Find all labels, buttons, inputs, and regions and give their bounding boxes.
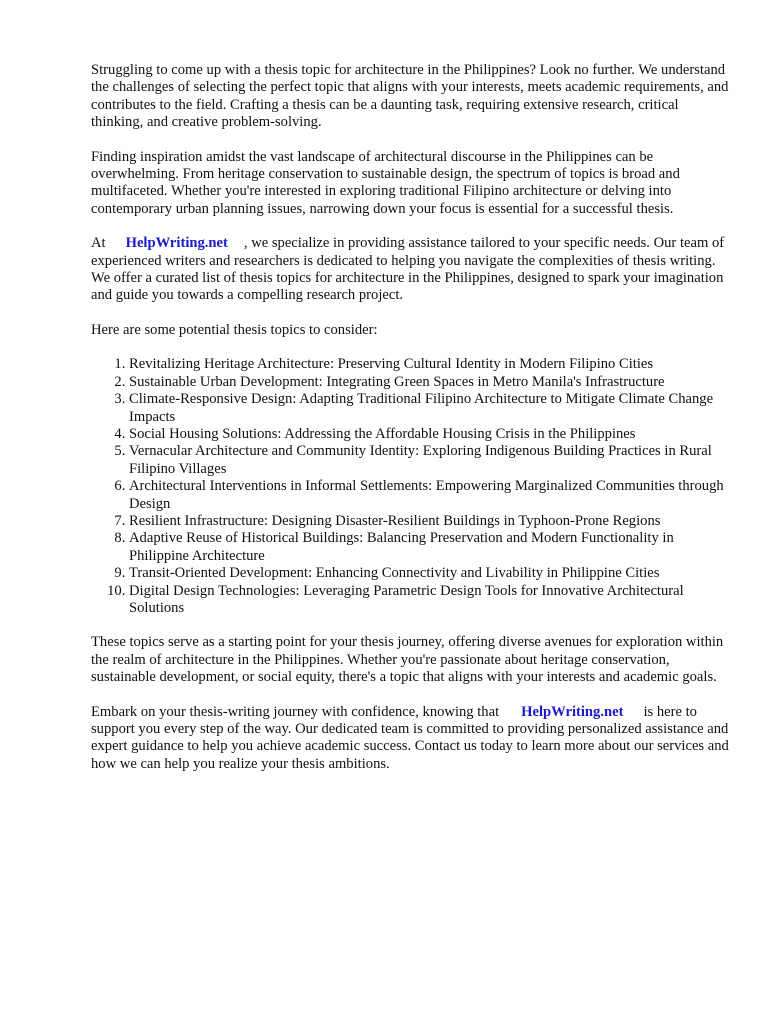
intro-paragraph: Struggling to come up with a thesis topic for architecture in the Philippines? Look no further. We understand the challenges of selecting the perfect topic that aligns with your interests, meets academic requirements, and contributes to the field. Crafting a thesis can be a daunting task, requiring extensive research, critical thinking, and creative problem-solving.	[91, 62, 729, 131]
topics-summary-paragraph: These topics serve as a starting point for your thesis journey, offering diverse avenues for exploration within the realm of architecture in the Philippines. Whether you're passionate about heritage conservation, sustainable development, or social equity, there's a topic that aligns with your interests and academic goals.	[91, 634, 724, 686]
list-item: 9. Transit-Oriented Development: Enhancing Connectivity and Livability in Philippine Cities	[129, 565, 731, 582]
list-item: 2. Sustainable Urban Development: Integrating Green Spaces in Metro Manila's Infrastructure	[129, 374, 731, 391]
list-intro: Here are some potential thesis topics to consider:	[91, 321, 378, 338]
list-item: 1. Revitalizing Heritage Architecture: Preserving Cultural Identity in Modern Filipino Cities	[129, 356, 731, 373]
closing-paragraph	[91, 704, 731, 774]
closing-paragraph-text: is here to support you every step of the way. Our dedicated team is committed to providing personalized assistance and expert guidance to help you achieve academic success. Contact us today to learn more about our services and how we can help you realize your thesis ambitions.	[91, 703, 729, 772]
topic-list	[91, 356, 731, 617]
list-item: 10. Digital Design Technologies: Leveraging Parametric Design Tools for Innovative Architectural Solutions	[129, 583, 731, 618]
helpwriting-link[interactable]: HelpWriting.net	[521, 703, 624, 720]
service-paragraph	[91, 235, 731, 305]
document-page	[91, 62, 731, 790]
list-item: 6. Architectural Interventions in Informal Settlements: Empowering Marginalized Communities through Design	[129, 478, 731, 513]
list-item: 4. Social Housing Solutions: Addressing the Affordable Housing Crisis in the Philippines	[129, 426, 731, 443]
service-paragraph-text: , we specialize in providing assistance tailored to your specific needs. Our team of experienced writers and researchers is dedicated to helping you navigate the complexities of thesis writing. We offer a curated list of thesis topics for architecture in the Philippines, designed to spark your imagination and guide you towards a compelling research project.	[91, 235, 725, 304]
list-item: 8. Adaptive Reuse of Historical Buildings: Balancing Preservation and Modern Functionality in Philippine Architecture	[129, 530, 731, 565]
inspiration-paragraph: Finding inspiration amidst the vast landscape of architectural discourse in the Philippines can be overwhelming. From heritage conservation to sustainable design, the spectrum of topics is broad and multifaceted. Whether you're interested in exploring traditional Filipino architecture or delving into contemporary urban planning issues, narrowing down your focus is essential for a successful thesis.	[91, 148, 680, 217]
service-paragraph-prefix: At	[91, 235, 106, 252]
list-item: 7. Resilient Infrastructure: Designing Disaster-Resilient Buildings in Typhoon-Prone Regions	[129, 513, 731, 530]
list-item: 3. Climate-Responsive Design: Adapting Traditional Filipino Architecture to Mitigate Climate Change Impacts	[129, 391, 731, 426]
helpwriting-link[interactable]: HelpWriting.net	[125, 235, 228, 252]
list-item: 5. Vernacular Architecture and Community Identity: Exploring Indigenous Building Practices in Rural Filipino Villages	[129, 443, 731, 478]
closing-paragraph-prefix: Embark on your thesis-writing journey with confidence, knowing that	[91, 703, 500, 720]
